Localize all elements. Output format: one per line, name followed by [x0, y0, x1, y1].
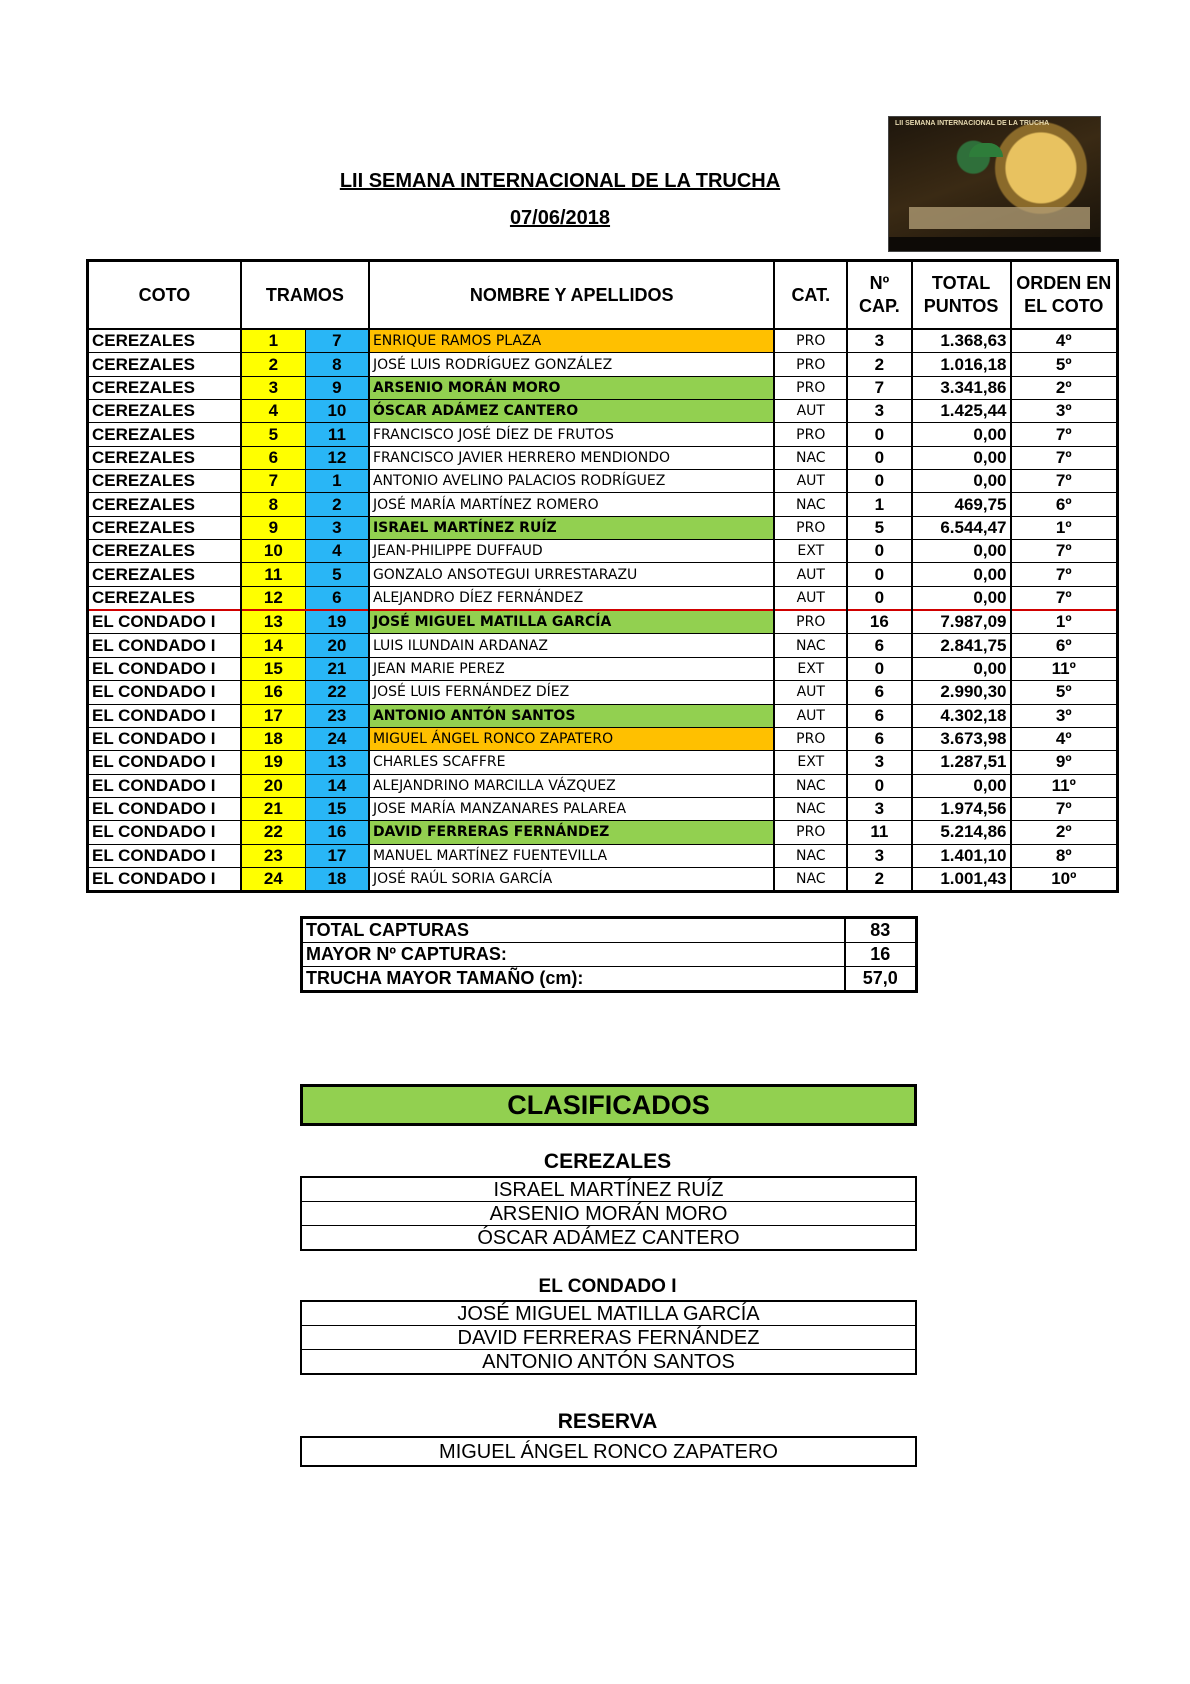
tramo1-cell: 24 [241, 867, 306, 891]
order-cell: 6º [1011, 634, 1118, 657]
captures-cell: 0 [847, 470, 912, 493]
coto-cell: EL CONDADO I [88, 727, 241, 750]
tramo1-cell: 16 [241, 681, 306, 704]
coto-cell: EL CONDADO I [88, 751, 241, 774]
cat-cell: PRO [774, 516, 847, 539]
cat-cell: PRO [774, 329, 847, 353]
table-row [88, 540, 1118, 563]
points-cell: 0,00 [912, 446, 1011, 469]
col-header-cat: CAT. [774, 261, 847, 330]
order-cell: 7º [1011, 423, 1118, 446]
coto-cell: CEREZALES [88, 329, 241, 353]
coto-cell: CEREZALES [88, 540, 241, 563]
group-title-condado: EL CONDADO I [538, 1276, 677, 1297]
tramo1-cell: 11 [241, 563, 306, 586]
table-row [88, 610, 1118, 634]
coto-cell: EL CONDADO I [88, 657, 241, 680]
order-cell: 1º [1011, 516, 1118, 539]
cat-cell: NAC [774, 797, 847, 820]
captures-cell: 0 [847, 423, 912, 446]
qualified-name: ARSENIO MORÁN MORO [301, 1202, 916, 1226]
points-cell: 1.974,56 [912, 797, 1011, 820]
tramo1-cell: 21 [241, 797, 306, 820]
coto-cell: CEREZALES [88, 563, 241, 586]
coto-cell: EL CONDADO I [88, 797, 241, 820]
order-cell: 1º [1011, 610, 1118, 634]
tramo2-cell: 6 [305, 586, 369, 610]
table-row [88, 751, 1118, 774]
cat-cell: PRO [774, 610, 847, 634]
tramo2-cell: 20 [305, 634, 369, 657]
col-header-orden-l1: ORDEN EN [1016, 273, 1112, 293]
coto-cell: CEREZALES [88, 516, 241, 539]
name-cell: JOSÉ LUIS RODRÍGUEZ GONZÁLEZ [369, 353, 775, 376]
coto-cell: CEREZALES [88, 586, 241, 610]
order-cell: 7º [1011, 540, 1118, 563]
cat-cell: PRO [774, 821, 847, 844]
captures-cell: 0 [847, 563, 912, 586]
page-title: LII SEMANA INTERNACIONAL DE LA TRUCHA [339, 170, 781, 192]
cat-cell: AUT [774, 400, 847, 423]
coto-cell: EL CONDADO I [88, 610, 241, 634]
name-cell: ÓSCAR ADÁMEZ CANTERO [369, 400, 775, 423]
list-item [301, 1301, 916, 1326]
cat-cell: NAC [774, 446, 847, 469]
table-row [88, 634, 1118, 657]
tramo1-cell: 20 [241, 774, 306, 797]
order-cell: 11º [1011, 774, 1118, 797]
captures-cell: 6 [847, 634, 912, 657]
coto-cell: EL CONDADO I [88, 774, 241, 797]
qualified-name: ANTONIO ANTÓN SANTOS [301, 1350, 916, 1375]
cat-cell: NAC [774, 844, 847, 867]
table-row [88, 446, 1118, 469]
captures-cell: 6 [847, 704, 912, 727]
total-row [302, 918, 917, 943]
name-cell: GONZALO ANSOTEGUI URRESTARAZU [369, 563, 775, 586]
tramo1-cell: 9 [241, 516, 306, 539]
tramo2-cell: 5 [305, 563, 369, 586]
tramo1-cell: 2 [241, 353, 306, 376]
col-header-nombre: NOMBRE Y APELLIDOS [369, 261, 775, 330]
order-cell: 8º [1011, 844, 1118, 867]
points-cell: 0,00 [912, 540, 1011, 563]
captures-cell: 0 [847, 586, 912, 610]
cat-cell: EXT [774, 540, 847, 563]
name-cell: JEAN MARIE PEREZ [369, 657, 775, 680]
points-cell: 1.368,63 [912, 329, 1011, 353]
name-cell: ALEJANDRINO MARCILLA VÁZQUEZ [369, 774, 775, 797]
points-cell: 0,00 [912, 657, 1011, 680]
points-cell: 0,00 [912, 470, 1011, 493]
table-row [88, 774, 1118, 797]
tramo1-cell: 18 [241, 727, 306, 750]
captures-cell: 1 [847, 493, 912, 516]
tramo1-cell: 12 [241, 586, 306, 610]
tramo1-cell: 1 [241, 329, 306, 353]
cat-cell: PRO [774, 376, 847, 399]
tramo2-cell: 11 [305, 423, 369, 446]
coto-cell: EL CONDADO I [88, 821, 241, 844]
reserve-list [300, 1436, 917, 1467]
coto-cell: CEREZALES [88, 400, 241, 423]
event-date: 07/06/2018 [509, 207, 611, 229]
order-cell: 3º [1011, 400, 1118, 423]
table-row [88, 493, 1118, 516]
cat-cell: EXT [774, 751, 847, 774]
captures-cell: 0 [847, 774, 912, 797]
name-cell: MANUEL MARTÍNEZ FUENTEVILLA [369, 844, 775, 867]
order-cell: 2º [1011, 376, 1118, 399]
group-title-cerezales: CEREZALES [543, 1150, 672, 1173]
tramo2-cell: 19 [305, 610, 369, 634]
points-cell: 3.673,98 [912, 727, 1011, 750]
order-cell: 9º [1011, 751, 1118, 774]
points-cell: 469,75 [912, 493, 1011, 516]
name-cell: JEAN-PHILIPPE DUFFAUD [369, 540, 775, 563]
points-cell: 6.544,47 [912, 516, 1011, 539]
tramo2-cell: 15 [305, 797, 369, 820]
list-item [301, 1437, 916, 1466]
cat-cell: NAC [774, 634, 847, 657]
table-header-row [88, 261, 1118, 330]
coto-cell: EL CONDADO I [88, 704, 241, 727]
order-cell: 7º [1011, 563, 1118, 586]
name-cell: JOSÉ MARÍA MARTÍNEZ ROMERO [369, 493, 775, 516]
captures-cell: 2 [847, 867, 912, 891]
name-cell: CHARLES SCAFFRE [369, 751, 775, 774]
tramo1-cell: 4 [241, 400, 306, 423]
captures-cell: 0 [847, 657, 912, 680]
name-cell: JOSÉ RAÚL SORIA GARCÍA [369, 867, 775, 891]
order-cell: 6º [1011, 493, 1118, 516]
tramo1-cell: 8 [241, 493, 306, 516]
cat-cell: AUT [774, 586, 847, 610]
points-cell: 0,00 [912, 774, 1011, 797]
table-row [88, 867, 1118, 891]
order-cell: 7º [1011, 446, 1118, 469]
tramo1-cell: 19 [241, 751, 306, 774]
coto-cell: EL CONDADO I [88, 844, 241, 867]
tramo1-cell: 6 [241, 446, 306, 469]
tramo2-cell: 23 [305, 704, 369, 727]
cat-cell: AUT [774, 681, 847, 704]
event-poster-image [888, 116, 1101, 252]
tramo2-cell: 1 [305, 470, 369, 493]
tramo1-cell: 22 [241, 821, 306, 844]
col-header-total-l1: TOTAL [931, 273, 991, 293]
col-header-tramos: TRAMOS [241, 261, 369, 330]
captures-cell: 7 [847, 376, 912, 399]
list-item [301, 1202, 916, 1226]
name-cell: ISRAEL MARTÍNEZ RUÍZ [369, 516, 775, 539]
order-cell: 10º [1011, 867, 1118, 891]
points-cell: 5.214,86 [912, 821, 1011, 844]
list-item [301, 1177, 916, 1202]
coto-cell: CEREZALES [88, 376, 241, 399]
col-header-orden [1011, 261, 1118, 330]
order-cell: 3º [1011, 704, 1118, 727]
tramo1-cell: 7 [241, 470, 306, 493]
qualified-name: JOSÉ MIGUEL MATILLA GARCÍA [301, 1301, 916, 1326]
cat-cell: PRO [774, 353, 847, 376]
table-row [88, 844, 1118, 867]
points-cell: 1.016,18 [912, 353, 1011, 376]
captures-cell: 2 [847, 353, 912, 376]
tramo2-cell: 13 [305, 751, 369, 774]
results-table [86, 259, 1119, 893]
table-row [88, 586, 1118, 610]
captures-cell: 3 [847, 400, 912, 423]
tramo2-cell: 18 [305, 867, 369, 891]
captures-cell: 16 [847, 610, 912, 634]
qualified-name: ÓSCAR ADÁMEZ CANTERO [301, 1226, 916, 1251]
tramo2-cell: 16 [305, 821, 369, 844]
tramo2-cell: 17 [305, 844, 369, 867]
cat-cell: AUT [774, 470, 847, 493]
coto-cell: EL CONDADO I [88, 681, 241, 704]
tramo1-cell: 23 [241, 844, 306, 867]
table-row [88, 400, 1118, 423]
qualified-list-cerezales [300, 1176, 917, 1251]
table-row [88, 797, 1118, 820]
name-cell: LUIS ILUNDAIN ARDANAZ [369, 634, 775, 657]
tramo2-cell: 9 [305, 376, 369, 399]
points-cell: 4.302,18 [912, 704, 1011, 727]
totals-table [300, 916, 918, 993]
cat-cell: EXT [774, 657, 847, 680]
points-cell: 0,00 [912, 423, 1011, 446]
poster-title: LII SEMANA INTERNACIONAL DE LA TRUCHA [895, 120, 1050, 127]
table-row [88, 727, 1118, 750]
points-cell: 0,00 [912, 563, 1011, 586]
col-header-total-l2: PUNTOS [923, 296, 999, 316]
captures-cell: 3 [847, 329, 912, 353]
cat-cell: PRO [774, 423, 847, 446]
name-cell: ENRIQUE RAMOS PLAZA [369, 329, 775, 353]
points-cell: 1.001,43 [912, 867, 1011, 891]
tramo1-cell: 5 [241, 423, 306, 446]
points-cell: 3.341,86 [912, 376, 1011, 399]
table-row [88, 704, 1118, 727]
total-label: TRUCHA MAYOR TAMAÑO (cm): [302, 967, 845, 992]
clasificados-banner: CLASIFICADOS [300, 1084, 917, 1126]
table-row [88, 353, 1118, 376]
coto-cell: CEREZALES [88, 423, 241, 446]
total-value: 16 [845, 943, 917, 967]
tramo2-cell: 12 [305, 446, 369, 469]
list-item [301, 1326, 916, 1350]
cat-cell: AUT [774, 704, 847, 727]
list-item [301, 1226, 916, 1251]
tramo2-cell: 14 [305, 774, 369, 797]
name-cell: ANTONIO ANTÓN SANTOS [369, 704, 775, 727]
name-cell: JOSÉ LUIS FERNÁNDEZ DÍEZ [369, 681, 775, 704]
points-cell: 2.990,30 [912, 681, 1011, 704]
coto-cell: EL CONDADO I [88, 634, 241, 657]
name-cell: ALEJANDRO DÍEZ FERNÁNDEZ [369, 586, 775, 610]
tramo2-cell: 7 [305, 329, 369, 353]
table-row [88, 329, 1118, 353]
tramo2-cell: 4 [305, 540, 369, 563]
tramo2-cell: 22 [305, 681, 369, 704]
table-row [88, 681, 1118, 704]
name-cell: ARSENIO MORÁN MORO [369, 376, 775, 399]
tramo1-cell: 17 [241, 704, 306, 727]
cat-cell: NAC [774, 774, 847, 797]
name-cell: MIGUEL ÁNGEL RONCO ZAPATERO [369, 727, 775, 750]
order-cell: 5º [1011, 681, 1118, 704]
total-label: TOTAL CAPTURAS [302, 918, 845, 943]
table-row [88, 516, 1118, 539]
points-cell: 1.425,44 [912, 400, 1011, 423]
coto-cell: CEREZALES [88, 353, 241, 376]
tramo2-cell: 24 [305, 727, 369, 750]
cat-cell: NAC [774, 867, 847, 891]
captures-cell: 0 [847, 540, 912, 563]
table-row [88, 470, 1118, 493]
table-row [88, 657, 1118, 680]
tramo1-cell: 14 [241, 634, 306, 657]
order-cell: 7º [1011, 797, 1118, 820]
col-header-total [912, 261, 1011, 330]
cat-cell: AUT [774, 563, 847, 586]
table-row [88, 423, 1118, 446]
order-cell: 7º [1011, 470, 1118, 493]
total-value: 57,0 [845, 967, 917, 992]
poster-footer [889, 237, 1100, 251]
tramo2-cell: 10 [305, 400, 369, 423]
name-cell: ANTONIO AVELINO PALACIOS RODRÍGUEZ [369, 470, 775, 493]
captures-cell: 3 [847, 797, 912, 820]
total-row [302, 943, 917, 967]
col-header-ncap: Nº CAP. [847, 261, 912, 330]
qualified-list-condado [300, 1300, 917, 1375]
order-cell: 11º [1011, 657, 1118, 680]
qualified-name: DAVID FERRERAS FERNÁNDEZ [301, 1326, 916, 1350]
reserve-name: MIGUEL ÁNGEL RONCO ZAPATERO [301, 1437, 916, 1466]
name-cell: DAVID FERRERAS FERNÁNDEZ [369, 821, 775, 844]
tramo1-cell: 10 [241, 540, 306, 563]
col-header-orden-l2: EL COTO [1024, 296, 1104, 316]
order-cell: 4º [1011, 727, 1118, 750]
table-row [88, 821, 1118, 844]
desk-illustration [909, 207, 1090, 229]
list-item [301, 1350, 916, 1375]
coto-cell: EL CONDADO I [88, 867, 241, 891]
col-header-coto: COTO [88, 261, 241, 330]
tramo1-cell: 3 [241, 376, 306, 399]
tramo1-cell: 15 [241, 657, 306, 680]
coto-cell: CEREZALES [88, 446, 241, 469]
tramo2-cell: 2 [305, 493, 369, 516]
name-cell: JOSE MARÍA MANZANARES PALAREA [369, 797, 775, 820]
order-cell: 4º [1011, 329, 1118, 353]
qualified-name: ISRAEL MARTÍNEZ RUÍZ [301, 1177, 916, 1202]
total-row [302, 967, 917, 992]
order-cell: 2º [1011, 821, 1118, 844]
table-row [88, 376, 1118, 399]
points-cell: 1.401,10 [912, 844, 1011, 867]
captures-cell: 3 [847, 844, 912, 867]
name-cell: FRANCISCO JOSÉ DÍEZ DE FRUTOS [369, 423, 775, 446]
captures-cell: 0 [847, 446, 912, 469]
points-cell: 7.987,09 [912, 610, 1011, 634]
order-cell: 7º [1011, 586, 1118, 610]
tramo1-cell: 13 [241, 610, 306, 634]
name-cell: FRANCISCO JAVIER HERRERO MENDIONDO [369, 446, 775, 469]
tramo2-cell: 21 [305, 657, 369, 680]
total-label: MAYOR Nº CAPTURAS: [302, 943, 845, 967]
captures-cell: 11 [847, 821, 912, 844]
captures-cell: 6 [847, 727, 912, 750]
coto-cell: CEREZALES [88, 470, 241, 493]
captures-cell: 5 [847, 516, 912, 539]
coto-cell: CEREZALES [88, 493, 241, 516]
captures-cell: 3 [847, 751, 912, 774]
captures-cell: 6 [847, 681, 912, 704]
lamp-illustration [969, 143, 1003, 157]
name-cell: JOSÉ MIGUEL MATILLA GARCÍA [369, 610, 775, 634]
cat-cell: NAC [774, 493, 847, 516]
order-cell: 5º [1011, 353, 1118, 376]
table-row [88, 563, 1118, 586]
total-value: 83 [845, 918, 917, 943]
tramo2-cell: 3 [305, 516, 369, 539]
points-cell: 0,00 [912, 586, 1011, 610]
points-cell: 1.287,51 [912, 751, 1011, 774]
group-title-reserva: RESERVA [557, 1410, 658, 1433]
points-cell: 2.841,75 [912, 634, 1011, 657]
cat-cell: PRO [774, 727, 847, 750]
tramo2-cell: 8 [305, 353, 369, 376]
